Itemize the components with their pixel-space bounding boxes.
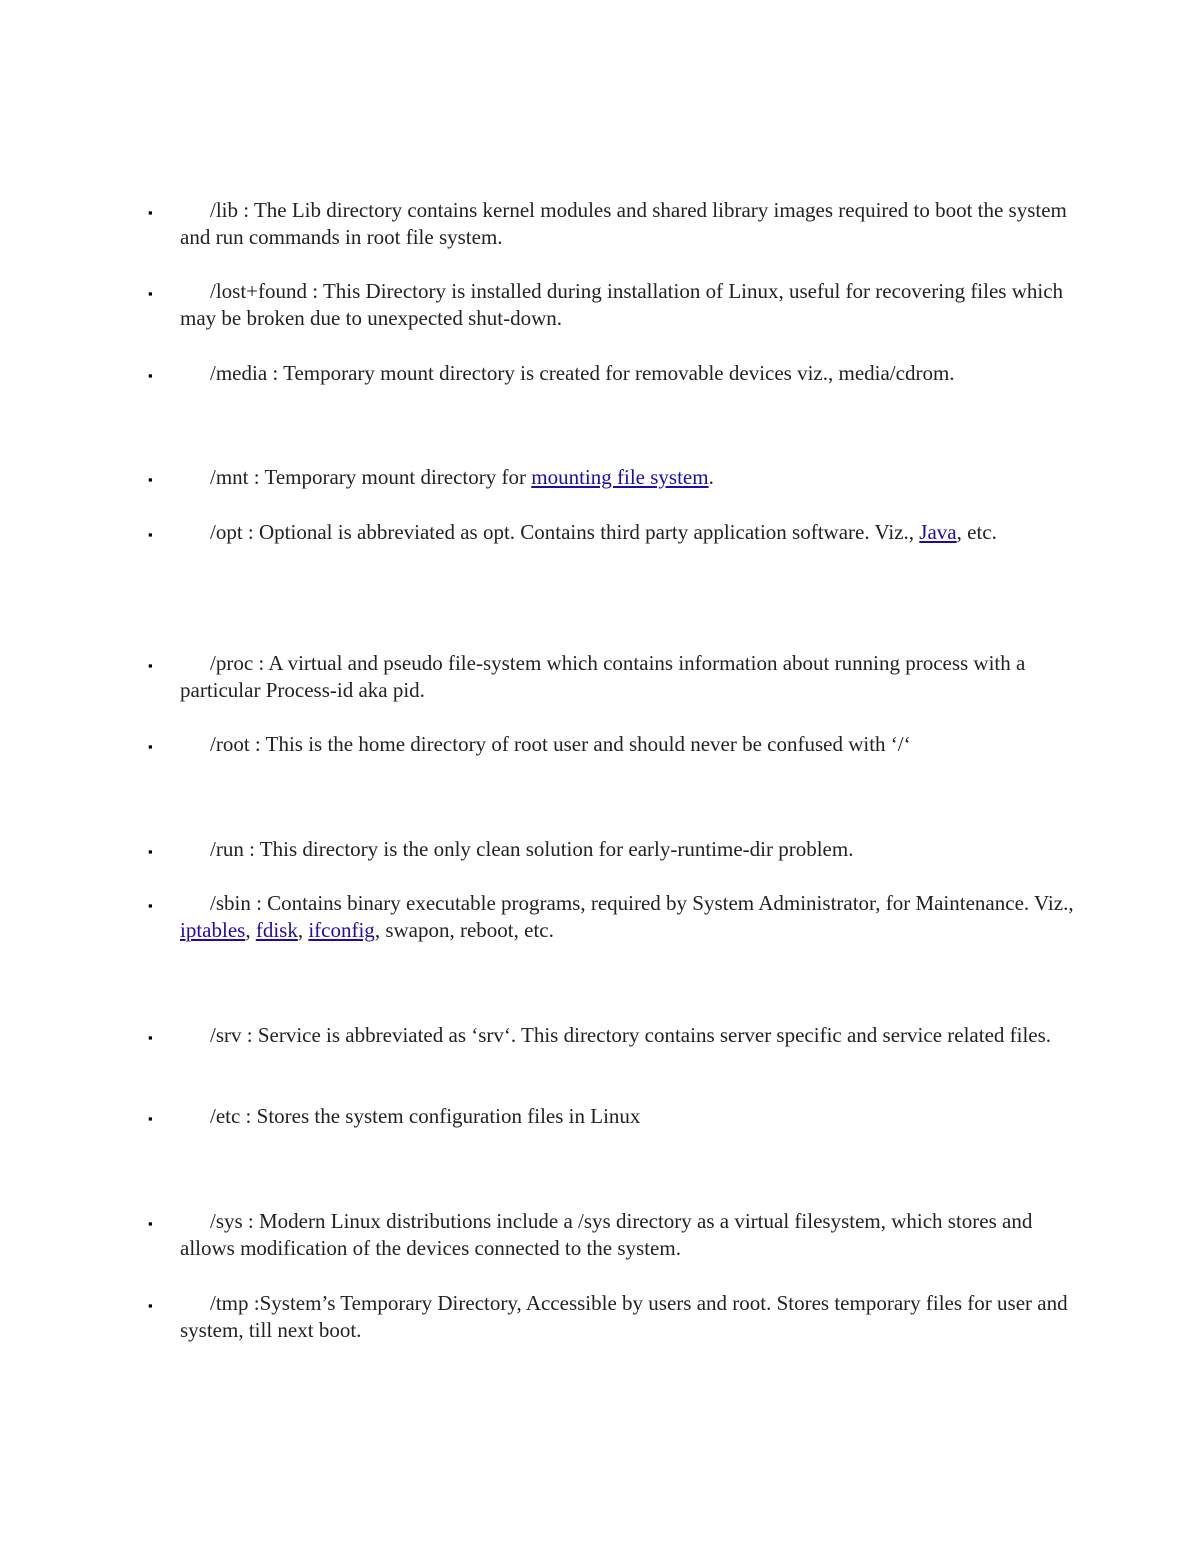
link-java[interactable]: Java — [919, 520, 957, 544]
bullet-icon: ▪ — [148, 898, 153, 913]
item-text: /tmp :System’s Temporary Directory, Accessible by users and root. Stores temporary files for user and system, till next boot. — [180, 1291, 1068, 1342]
item-text: /sys : Modern Linux distributions include a /sys directory as a virtual filesystem, which stores and allows modification of the devices connected to the system. — [180, 1209, 1033, 1260]
bullet-icon: ▪ — [148, 1216, 153, 1231]
list-item-run — [148, 836, 1078, 863]
item-text: /proc : A virtual and pseudo file-system which contains information about running process with a particular Process-id aka pid. — [180, 651, 1026, 702]
item-text: /srv : Service is abbreviated as ‘srv‘. This directory contains server specific and service related files. — [210, 1023, 1052, 1047]
item-text-before: /mnt : Temporary mount directory for — [210, 465, 532, 489]
bullet-icon: ▪ — [148, 205, 153, 220]
link-iptables[interactable]: iptables — [180, 918, 246, 942]
link-ifconfig[interactable]: ifconfig — [308, 918, 375, 942]
separator: , — [297, 918, 309, 942]
list-item-mnt — [148, 464, 1078, 491]
list-item-sys — [148, 1208, 1078, 1262]
item-text-after: , swapon, reboot, etc. — [374, 918, 554, 942]
item-text-after: , etc. — [956, 520, 997, 544]
bullet-icon: ▪ — [148, 739, 153, 754]
list-item-srv — [148, 1022, 1078, 1049]
list-item-opt — [148, 519, 1078, 546]
list-item-sbin — [148, 890, 1078, 944]
list-item-etc — [148, 1103, 1078, 1130]
item-text-before: /opt : Optional is abbreviated as opt. Contains third party application software. Viz., — [210, 520, 920, 544]
list-item-proc — [148, 650, 1078, 704]
bullet-icon: ▪ — [148, 286, 153, 301]
bullet-icon: ▪ — [148, 658, 153, 673]
bullet-icon: ▪ — [148, 472, 153, 487]
bullet-icon: ▪ — [148, 368, 153, 383]
link-mounting-file-system[interactable]: mounting file system — [531, 465, 709, 489]
bullet-icon: ▪ — [148, 844, 153, 859]
list-item-root — [148, 731, 1078, 758]
bullet-icon: ▪ — [148, 1111, 153, 1126]
item-text: /etc : Stores the system configuration files in Linux — [210, 1104, 641, 1128]
separator: , — [245, 918, 256, 942]
item-text — [180, 519, 1078, 546]
bullet-icon: ▪ — [148, 1030, 153, 1045]
item-text-after: . — [708, 465, 714, 489]
item-text — [180, 890, 1078, 944]
link-fdisk[interactable]: fdisk — [255, 918, 298, 942]
list-item-lib — [148, 197, 1078, 251]
list-item-media — [148, 360, 1078, 387]
item-text: /media : Temporary mount directory is created for removable devices viz., media/cdrom. — [210, 361, 955, 385]
list-item-tmp — [148, 1290, 1078, 1344]
item-text-before: /sbin : Contains binary executable programs, required by System Administrator, for Maintenance. Viz., — [210, 891, 1074, 915]
bullet-icon: ▪ — [148, 1298, 153, 1313]
item-text — [180, 464, 1078, 491]
item-text: /root : This is the home directory of root user and should never be confused with ‘/‘ — [210, 732, 911, 756]
bullet-icon: ▪ — [148, 527, 153, 542]
item-text: /lib : The Lib directory contains kernel modules and shared library images required to boot the system and run commands in root file system. — [180, 198, 1067, 249]
item-text: /lost+found : This Directory is installed during installation of Linux, useful for recovering files which may be broken due to unexpected shut-down. — [180, 279, 1064, 330]
list-item-lost-found — [148, 278, 1078, 332]
item-text: /run : This directory is the only clean solution for early-runtime-dir problem. — [210, 837, 854, 861]
